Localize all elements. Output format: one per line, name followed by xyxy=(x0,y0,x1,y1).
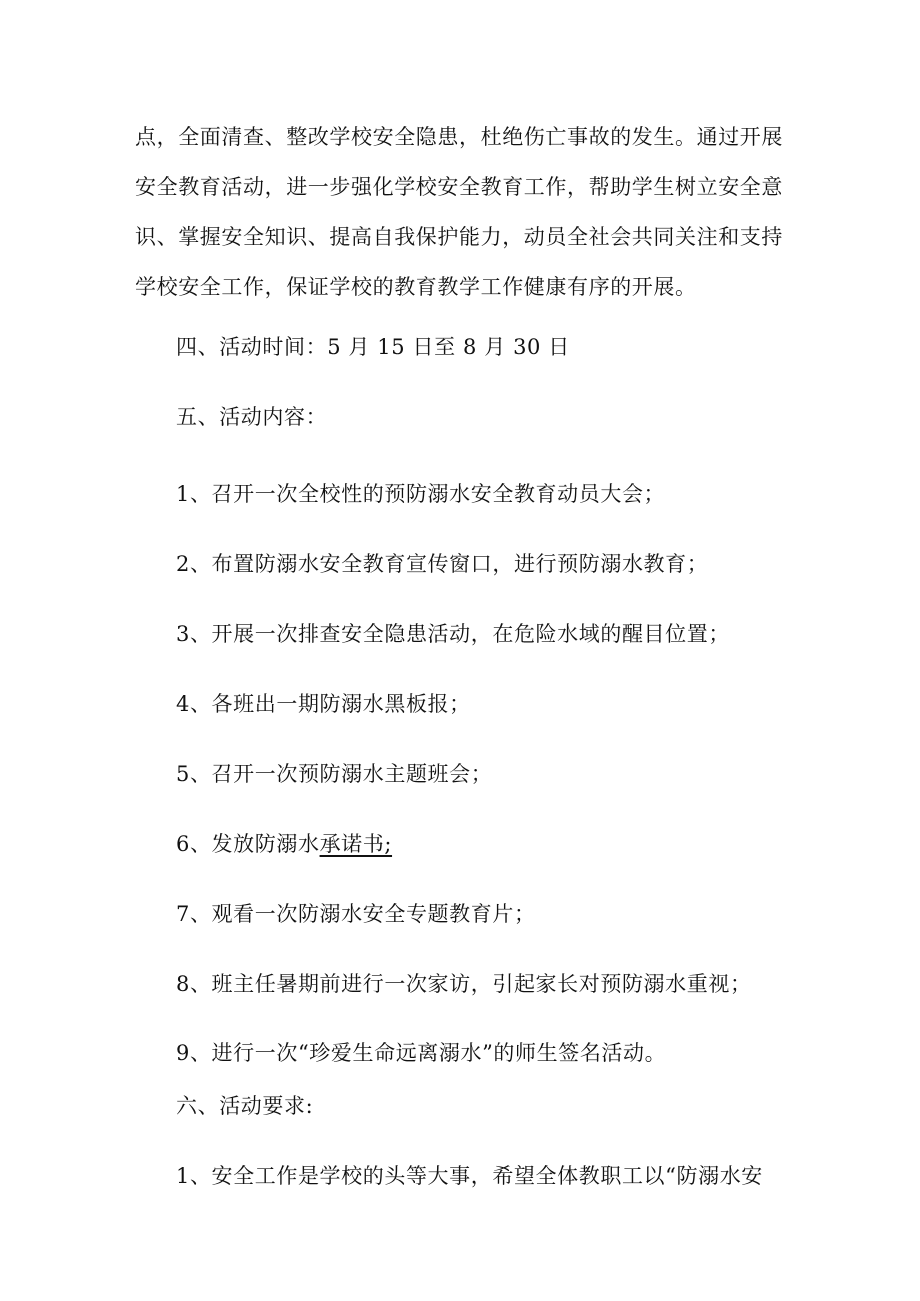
intro-line: 识、掌握安全知识、提高自我保护能力，动员全社会共同关注和支持 xyxy=(135,225,783,249)
commitment-letter-underlined: 承诺书; xyxy=(319,832,393,856)
section-heading-activity-requirements: 六、活动要求: xyxy=(176,1094,314,1118)
intro-line: 安全教育活动，进一步强化学校安全教育工作，帮助学生树立安全意 xyxy=(135,175,783,199)
intro-line: 学校安全工作，保证学校的教育教学工作健康有序的开展。 xyxy=(135,275,697,299)
list-item: 9、进行一次“珍爱生命远离溺水”的师生签名活动。 xyxy=(176,1041,667,1065)
intro-line: 点，全面清查、整改学校安全隐患，杜绝伤亡事故的发生。通过开展 xyxy=(135,125,783,149)
list-item: 7、观看一次防溺水安全专题教育片； xyxy=(176,902,536,926)
list-item: 2、布置防溺水安全教育宣传窗口，进行预防溺水教育； xyxy=(176,552,709,576)
section-heading-activity-time: 四、活动时间：5 月 15 日至 8 月 30 日 xyxy=(176,335,570,359)
list-item-6 xyxy=(176,829,392,859)
section-heading-activity-content: 五、活动内容： xyxy=(176,405,328,429)
requirement-item: 1、安全工作是学校的头等大事，希望全体教职工以“防溺水安 xyxy=(176,1164,763,1188)
intro-paragraph xyxy=(135,112,785,312)
list-item-6-prefix: 6、发放防溺水 xyxy=(176,832,320,856)
list-item: 4、各班出一期防溺水黑板报； xyxy=(176,692,471,716)
list-item: 1、召开一次全校性的预防溺水安全教育动员大会； xyxy=(176,482,666,506)
list-item: 5、召开一次预防溺水主题班会； xyxy=(176,762,493,786)
list-item: 3、开展一次排查安全隐患活动，在危险水域的醒目位置； xyxy=(176,622,730,646)
list-item: 8、班主任暑期前进行一次家访，引起家长对预防溺水重视； xyxy=(176,972,752,996)
